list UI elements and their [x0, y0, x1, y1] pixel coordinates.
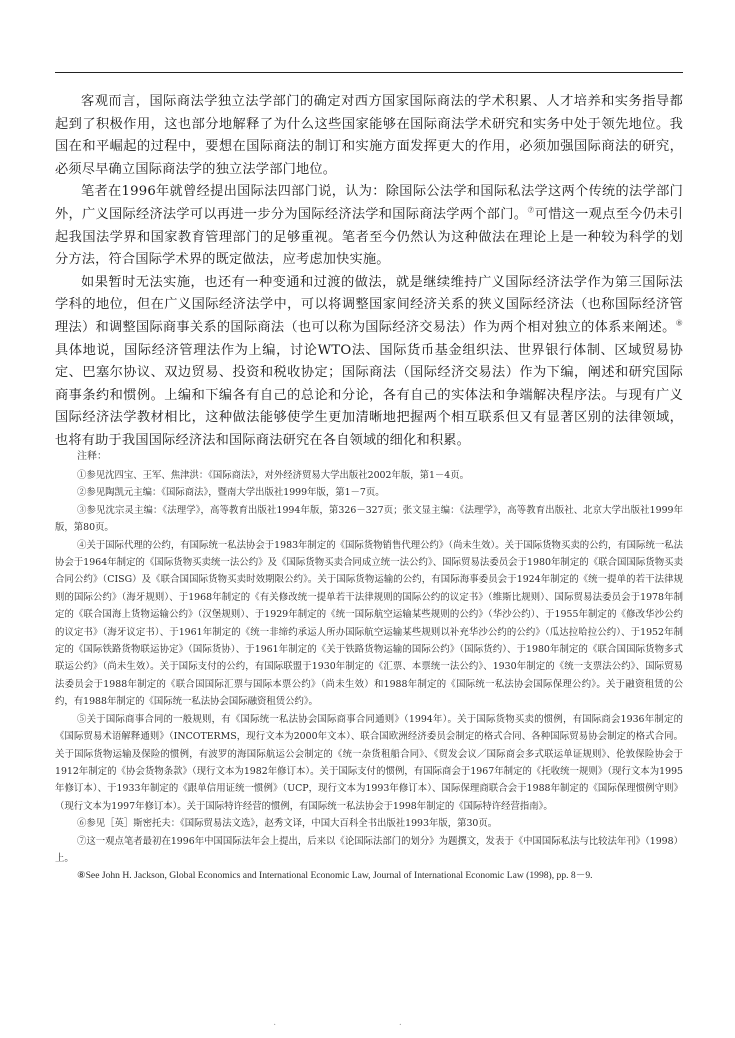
note-marker-8: ⑧ [675, 318, 683, 328]
paragraph-2 [55, 181, 683, 271]
footnote-7: ⑦这一观点笔者最初在1996年中国国际法年会上提出，后来以《论国际法部门的划分》为题撰文，发表于《中国国际私法与比较法年刊》（1998）上。 [55, 835, 683, 864]
header-rule [55, 72, 683, 73]
footnote-3: ③参见沈宗灵主编：《法理学》，高等教育出版社1994年版，第326－327页；张文显主编：《法理学》，高等教育出版社、北京大学出版社1999年版，第80页。 [55, 504, 683, 534]
page-footer-marks: . . [273, 1018, 462, 1028]
footnote-2: ②参见陶凯元主编：《国际商法》，暨南大学出版社1999年版，第1－7页。 [77, 487, 385, 499]
paragraph-3 [55, 272, 683, 453]
footnote-1: ①参见沈四宝、王军、焦津洪：《国际商法》，对外经济贸易大学出版社2002年版，第1－4页。 [77, 470, 470, 481]
footnote-4: ④关于国际代理的公约，有国际统一私法协会于1983年制定的《国际货物销售代理公约》（尚未生效）。关于国际货物买卖的公约，有国际统一私法协会于1964年制定的《国际货物买卖统一法公约》及《国际货物买卖合同成立统一法公约》、国际贸易法委员会于1980年制定的《联合国国际货物买卖合同公约》（CISG）及《联合国国际货物买卖时效期限公约》。关于国际货物运输的公约，有国际海事委员会于1924年制定的《统一提单的若干法律规则的国际公约》（海牙规则）、于1968年制定的《有关修改统一提单若干法律规则的国际公约的议定书》（维斯比规则）、国际贸易法委员会于1978年制定的《联合国海上货物运输公约》（汉堡规则）、于1929年制定的《统一国际航空运输某些规则的公约》（华沙公约）、于1955年制定的《修改华沙公约的议定书》（海牙议定书）、于1961年制定的《统一非缔约承运人所办国际航空运输某些规则以补充华沙公约的公约》（瓜达拉哈拉公约）、于1952年制定的《国际铁路货物联运协定》（国际货协）、于1961年制定的《关于铁路货物运输的国际公约》（国际货约）、于1980年制定的《联合国国际货物多式联运公约》（尚未生效）。关于国际支付的公约，有国际联盟于1930年制定的《汇票、本票统一法公约》、1930年制定的《统一支票法公约》、国际贸易法委员会于1988年制定的《联合国国际汇票与国际本票公约》（尚未生效）和1988年制定的《国际统一私法协会国际保理公约》。关于融资租赁的公约，有1988年制定的《国际统一私法协会国际融资租赁公约》。 [55, 539, 683, 708]
paragraph-3-text-cont: 具体地说，国际经济管理法作为上编，讨论WTO法、国际货币基金组织法、世界银行体制、区域贸易协定、巴塞尔协议、双边贸易、投资和税收协定；国际商法（国际经济交易法）作为下编，阐述和研究国际商事条约和惯例。上编和下编各有自己的总论和分论，各有自己的实体法和争端解决程序法。与现有广义国际经济法学教材相比，这种做法能够使学生更加清晰地把握两个相互联系但又有显著区别的法律领域，也将有助于我国国际经济法和国际商法研究在各自领域的细化和积累。 [55, 342, 683, 448]
footnote-5: ⑤关于国际商事合同的一般规则，有《国际统一私法协会国际商事合同通则》（1994年）。关于国际货物买卖的惯例，有国际商会1936年制定的《国际贸易术语解释通则》（INCOTERMS，现行文本为2000年文本）、联合国欧洲经济委员会制定的格式合同、各种国际贸易协会制定的格式合同。关于国际货物运输及保险的惯例，有波罗的海国际航运公会制定的《统一杂货租船合同》、《贸发会议／国际商会多式联运单证规则》、伦敦保险协会于1912年制定的《协会货物条款》（现行文本为1982年修订本）。关于国际支付的惯例，有国际商会于1967年制定的《托收统一规则》（现行文本为1995年修订本）、于1933年制定的《跟单信用证统一惯例》（UCP，现行文本为1993年修订本）、国际保理商联合会于1988年制定的《国际保理惯例守则》（现行文本为1997年修订本）。关于国际特许经营的惯例，有国际统一私法协会于1998年制定的《国际特许经营指南》。 [55, 713, 683, 812]
paragraph-2-text: 笔者在1996年就曾经提出国际法四部门说，认为：除国际公法学和国际私法学这两个传统的法学部门外，广义国际经济法学可以再进一步分为国际经济法学和国际商法学两个部门。 [55, 184, 683, 222]
footnotes [55, 448, 683, 885]
notes-heading: 注释： [77, 451, 107, 462]
paragraph-3-text: 如果暂时无法实施，也还有一种变通和过渡的做法，就是继续维持广义国际经济法学作为第三国际法学科的地位，但在广义国际经济法学中，可以将调整国家间经济关系的狭义国际经济法（也称国际经济管理法）和调整国际商事关系的国际商法（也可以称为国际经济交易法）作为两个相对独立的体系来阐述。 [55, 274, 683, 335]
footnote-6: ⑥参见［英］斯密托夫：《国际贸易法文选》，赵秀文译，中国大百科全书出版社1993年版，第30页。 [77, 818, 498, 830]
footnote-8: ⑧See John H. Jackson, Global Economics and International Economic Law, Journal of International Economic Law (1998), pp. 8－9. [77, 870, 593, 882]
main-body [55, 91, 683, 453]
note-marker-7: ⑦ [527, 205, 535, 215]
paragraph-1: 客观而言，国际商法学独立法学部门的确定对西方国家国际商法的学术积累、人才培养和实务指导都起到了积极作用，这也部分地解释了为什么这些国家能够在国际商法学术研究和实务中处于领先地位。我国在和平崛起的过程中，要想在国际商法的制订和实施方面发挥更大的作用，必须加强国际商法的研究，必须尽早确立国际商法学的独立法学部门地位。 [55, 94, 683, 177]
paragraph-2-text-cont: 可惜这一观点至今仍未引起我国法学界和国家教育管理部门的足够重视。笔者至今仍然认为这种做法在理论上是一种较为科学的划分方法，符合国际学术界的既定做法，应考虑加快实施。 [55, 206, 684, 268]
